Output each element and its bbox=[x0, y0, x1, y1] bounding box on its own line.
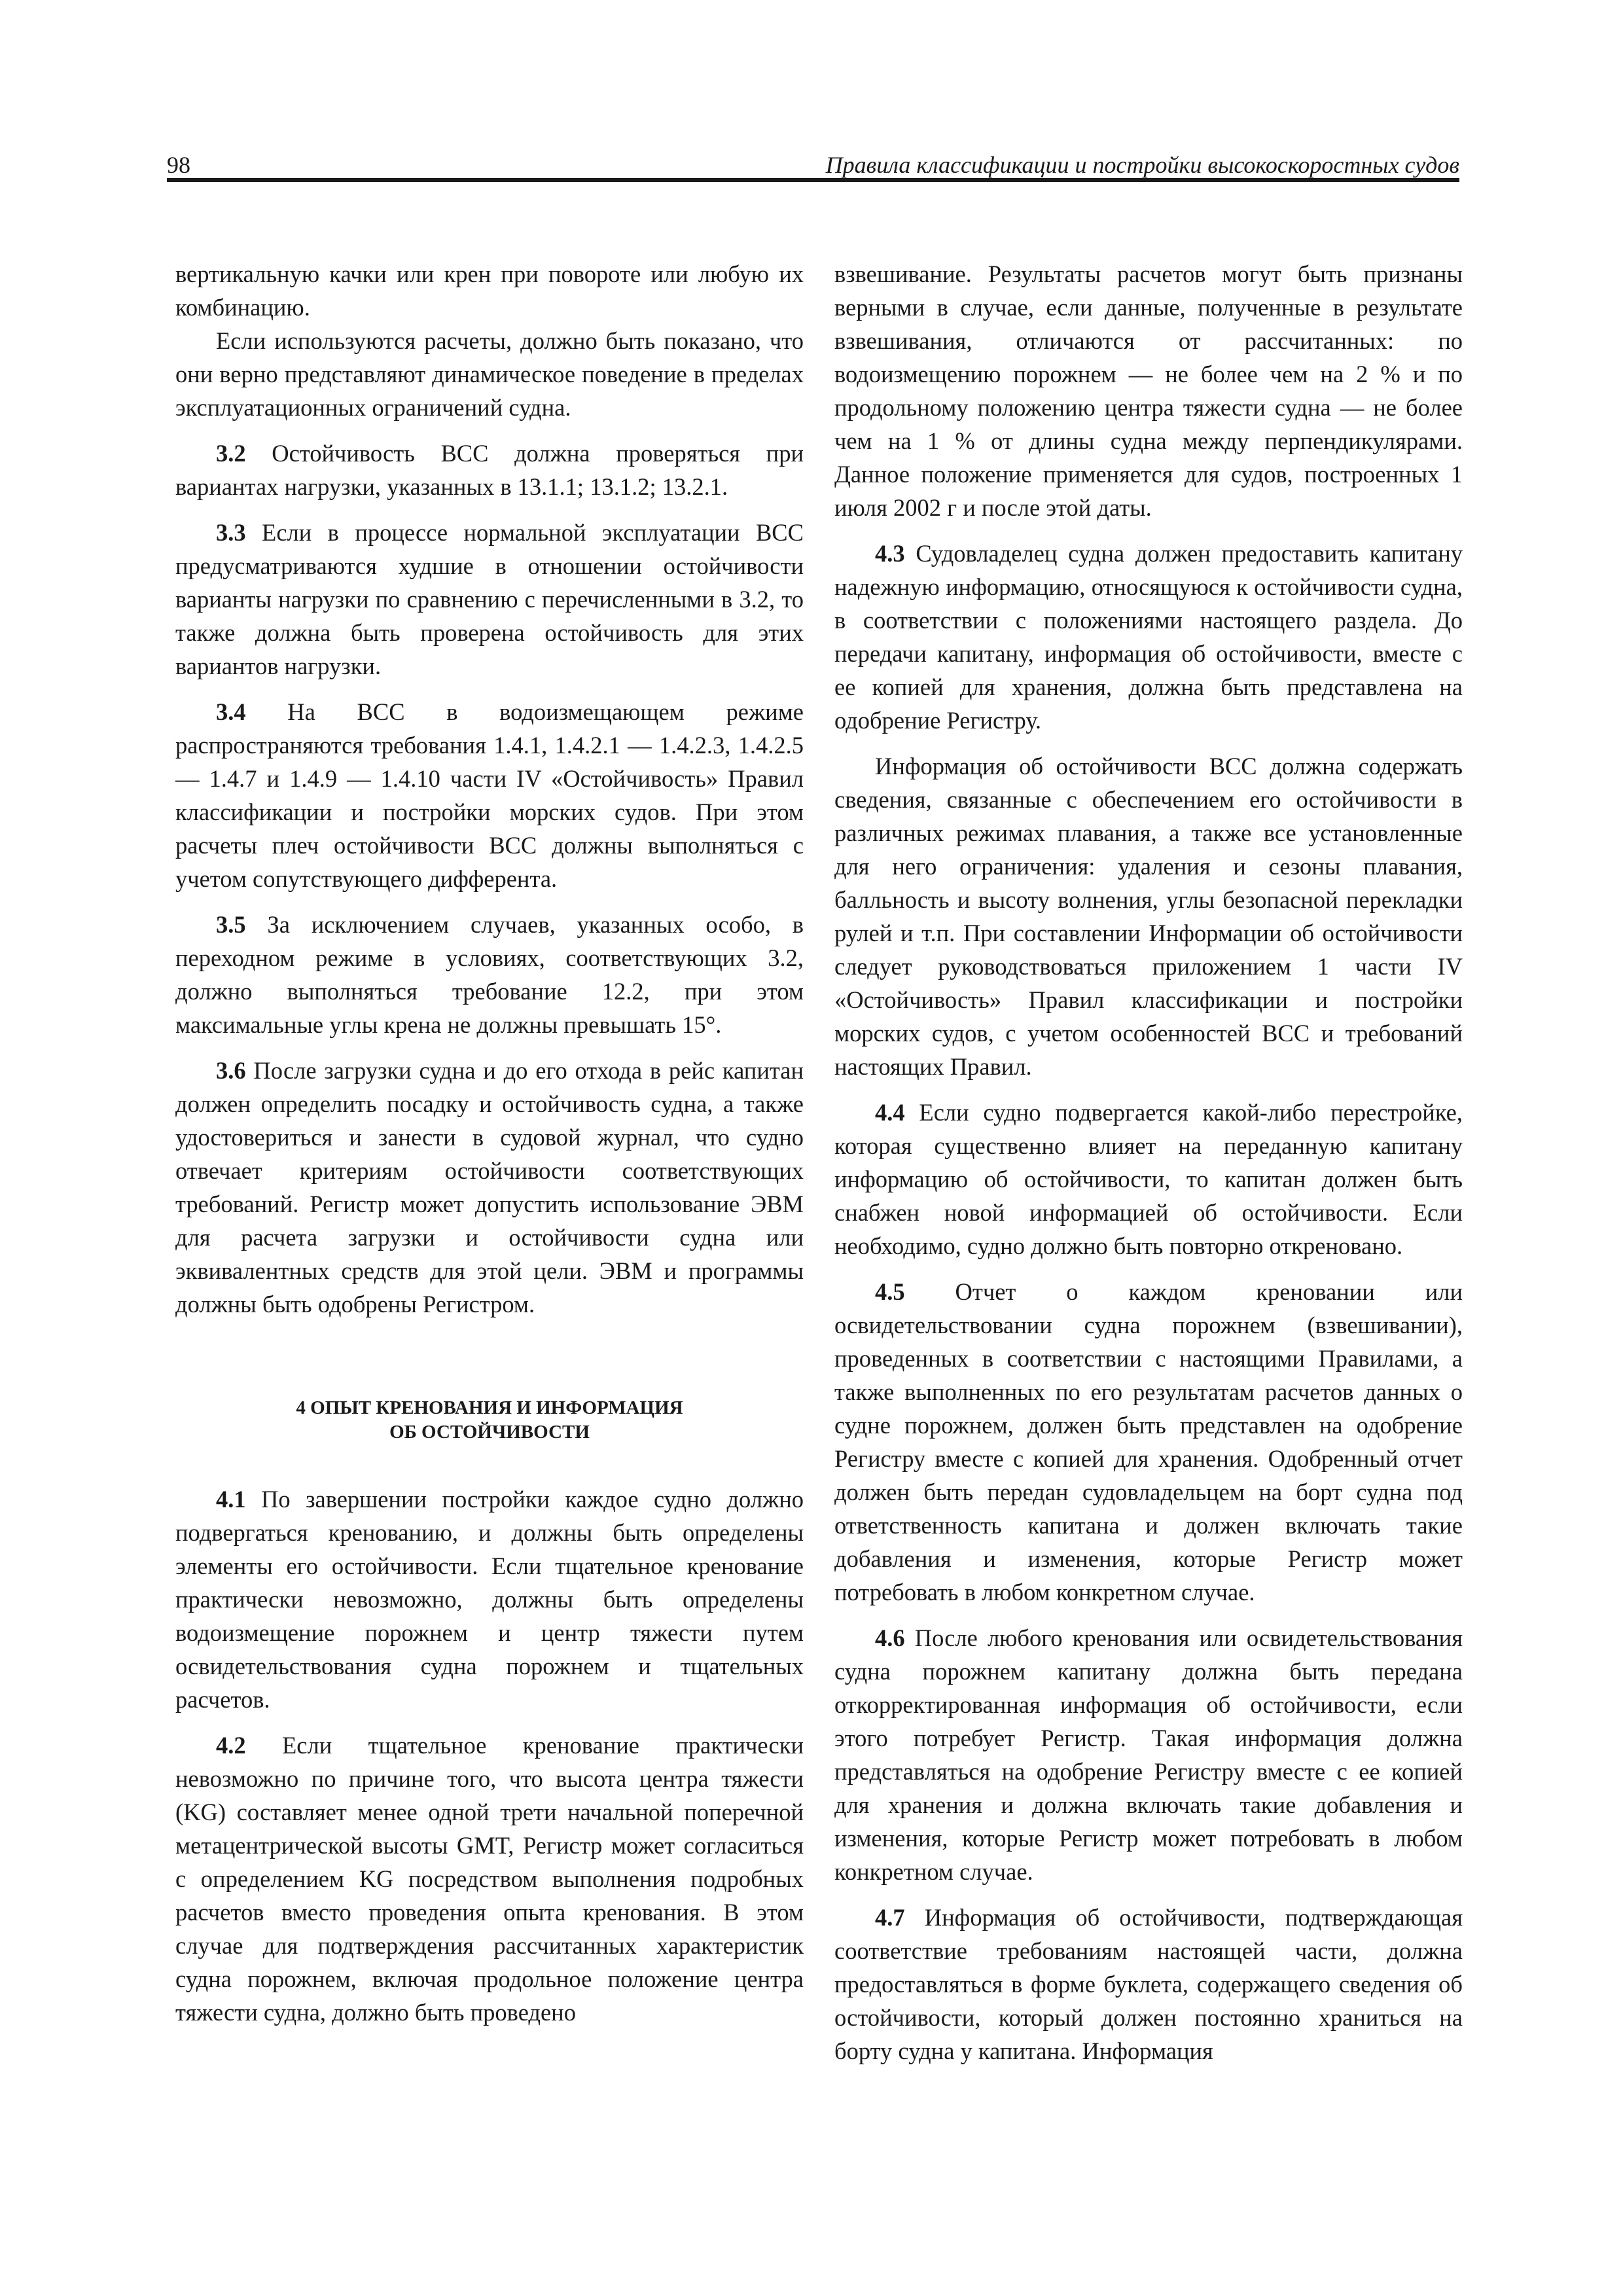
clause-number: 4.2 bbox=[216, 1732, 246, 1759]
clause-text: По завершении постройки каждое судно должно подвергаться кренованию, и должны быть определены элементы его остойчивости. Если тщательное кренование практически невозможно, должны быть определены водоизмещение порожнем и центр тяжести путем освидетельствования судна порожнем и тщательных расчетов. bbox=[175, 1486, 804, 1713]
clause-3-4 bbox=[175, 695, 804, 895]
clause-text: После загрузки судна и до его отхода в рейс капитан должен определить посадку и остойчивость судна, а также удостовериться и занести в судовой журнал, что судно отвечает критериям остойчивости соответствующих требований. Регистр может допустить использование ЭВМ для расчета загрузки и остойчивости судна или эквивалентных средств для этой цели. ЭВМ и программы должны быть одобрены Регистром. bbox=[175, 1057, 804, 1318]
clause-4-7 bbox=[834, 1901, 1463, 2068]
clause-number: 3.2 bbox=[216, 440, 246, 467]
clause-text: После любого кренования или освидетельствования судна порожнем капитану должна быть передана откорректированная информация об остойчивости, если этого потребует Регистр. Такая информация должна представляться на одобрение Регистру вместе с ее копией для хранения и должна включать такие добавления и изменения, которые Регистр может потребовать в любом конкретном случае. bbox=[834, 1624, 1463, 1885]
page-number: 98 bbox=[167, 152, 190, 178]
clause-4-1 bbox=[175, 1482, 804, 1716]
clause-3-6 bbox=[175, 1054, 804, 1321]
clause-number: 3.6 bbox=[216, 1057, 246, 1084]
clause-number: 3.3 bbox=[216, 519, 246, 546]
clause-number: 4.4 bbox=[875, 1099, 905, 1126]
clause-text: Если в процессе нормальной эксплуатации ВСС предусматриваются худшие в отношении остойчивости варианты нагрузки по сравнению с перечисленными в 3.2, то также должна быть проверена остойчивость для этих вариантов нагрузки. bbox=[175, 519, 804, 679]
paragraph-right-1: взвешивание. Результаты расчетов могут быть признаны верными в случае, если данные, полученные в результате взвешивания, отличаются от рассчитанных: по водоизмещению порожнем — не более чем на 2 % и по продольному положению центра тяжести судна — не более чем на 1 % от длины судна между перпендикулярами. Данное положение применяется для судов, построенных 1 июля 2002 г и после этой даты. bbox=[834, 260, 1463, 521]
clause-text: Судовладелец судна должен предоставить капитану надежную информацию, относящуюся к остойчивости судна, в соответствии с положениями настоящего раздела. До передачи капитану, информация об остойчивости, вместе с ее копией для хранения, должна быть представлена на одобрение Регистру. bbox=[834, 540, 1463, 734]
clause-4-4 bbox=[834, 1096, 1463, 1263]
clause-4-2 bbox=[175, 1729, 804, 2029]
clause-number: 4.6 bbox=[875, 1624, 905, 1651]
clause-text: За исключением случаев, указанных особо, в переходном режиме в условиях, соответствующих 3.2, должно выполняться требование 12.2, при этом максимальные углы крена не должны превышать 15°. bbox=[175, 911, 804, 1038]
section-heading-line-1: 4 ОПЫТ КРЕНОВАНИЯ И ИНФОРМАЦИЯ bbox=[296, 1397, 683, 1418]
clause-number: 4.5 bbox=[875, 1278, 905, 1305]
clause-text: Если тщательное кренование практически невозможно по причине того, что высота центра тяжести (KG) составляет менее одной трети начальной поперечной метацентрической высоты GMT, Регистр может согласиться с определением KG посредством выполнения подробных расчетов вместо проведения опыта кренования. В этом случае для подтверждения рассчитанных характеристик судна порожнем, включая продольное положение центра тяжести судна, должно быть проведено bbox=[175, 1732, 804, 2026]
clause-text: Остойчивость ВСС должна проверяться при вариантах нагрузки, указанных в 13.1.1; 13.1.2; 13.2.1. bbox=[175, 440, 804, 500]
clause-text: Если судно подвергается какой-либо перестройке, которая существенно влияет на переданную капитану информацию об остойчивости, то капитан должен быть снабжен новой информацией об остойчивости. Если необходимо, судно должно быть повторно откреновано. bbox=[834, 1099, 1463, 1259]
clause-3-3 bbox=[175, 516, 804, 683]
page-header bbox=[167, 149, 1459, 181]
section-heading bbox=[175, 1396, 804, 1444]
section-heading-line-2: ОБ ОСТОЙЧИВОСТИ bbox=[389, 1422, 590, 1443]
clause-3-5 bbox=[175, 908, 804, 1041]
clause-text: На ВСС в водоизмещающем режиме распространяются требования 1.4.1, 1.4.2.1 — 1.4.2.3, 1.4.2.5 — 1.4.7 и 1.4.9 — 1.4.10 части IV «Остойчивость» Правил классификации и постройки морских судов. При этом расчеты плеч остойчивости ВСС должны выполняться с учетом сопутствующего дифферента. bbox=[175, 698, 804, 892]
clause-text: Отчет о каждом креновании или освидетельствовании судна порожнем (взвешивании), проведенных в соответствии с настоящими Правилами, а также выполненных по его результатам расчетов данных о судне порожнем, должен быть представлен на одобрение Регистру вместе с копией для хранения. Одобренный отчет должен быть передан судовладельцем на борт судна под ответственность капитана и должен включать такие добавления и изменения, которые Регистр может потребовать в любом конкретном случае. bbox=[834, 1278, 1463, 1605]
paragraph-left-1: вертикальную качки или крен при повороте или любую их комбинацию. bbox=[175, 260, 804, 321]
clause-text: Информация об остойчивости, подтверждающая соответствие требованиям настоящей части, должна предоставляться в форме буклета, содержащего сведения об остойчивости, который должен постоянно храниться на борту судна у капитана. Информация bbox=[834, 1904, 1463, 2064]
clause-4-6 bbox=[834, 1621, 1463, 1888]
clause-number: 3.5 bbox=[216, 911, 246, 938]
clause-4-5 bbox=[834, 1275, 1463, 1609]
left-column bbox=[175, 257, 804, 2029]
clause-3-2 bbox=[175, 437, 804, 503]
clause-4-3 bbox=[834, 537, 1463, 737]
header-rule bbox=[167, 178, 1459, 182]
running-title: Правила классификации и постройки высокоскоростных судов bbox=[825, 152, 1459, 178]
right-column bbox=[834, 257, 1463, 2068]
clause-number: 4.1 bbox=[216, 1486, 246, 1513]
clause-number: 4.3 bbox=[875, 540, 905, 567]
clause-number: 4.7 bbox=[875, 1904, 905, 1931]
clause-number: 3.4 bbox=[216, 698, 246, 725]
paragraph-left-2: Если используются расчеты, должно быть показано, что они верно представляют динамическое поведение в пределах эксплуатационных ограничений судна. bbox=[175, 327, 804, 421]
paragraph-right-3: Информация об остойчивости ВСС должна содержать сведения, связанные с обеспечением его остойчивости в различных режимах плавания, а также все установленные для него ограничения: удаления и сезоны плавания, балльность и высоту волнения, углы безопасной перекладки рулей и т.п. При составлении Информации об остойчивости следует руководствоваться приложением 1 части IV «Остойчивость» Правил классификации и постройки морских судов, с учетом особенностей ВСС и требований настоящих Правил. bbox=[834, 753, 1463, 1080]
